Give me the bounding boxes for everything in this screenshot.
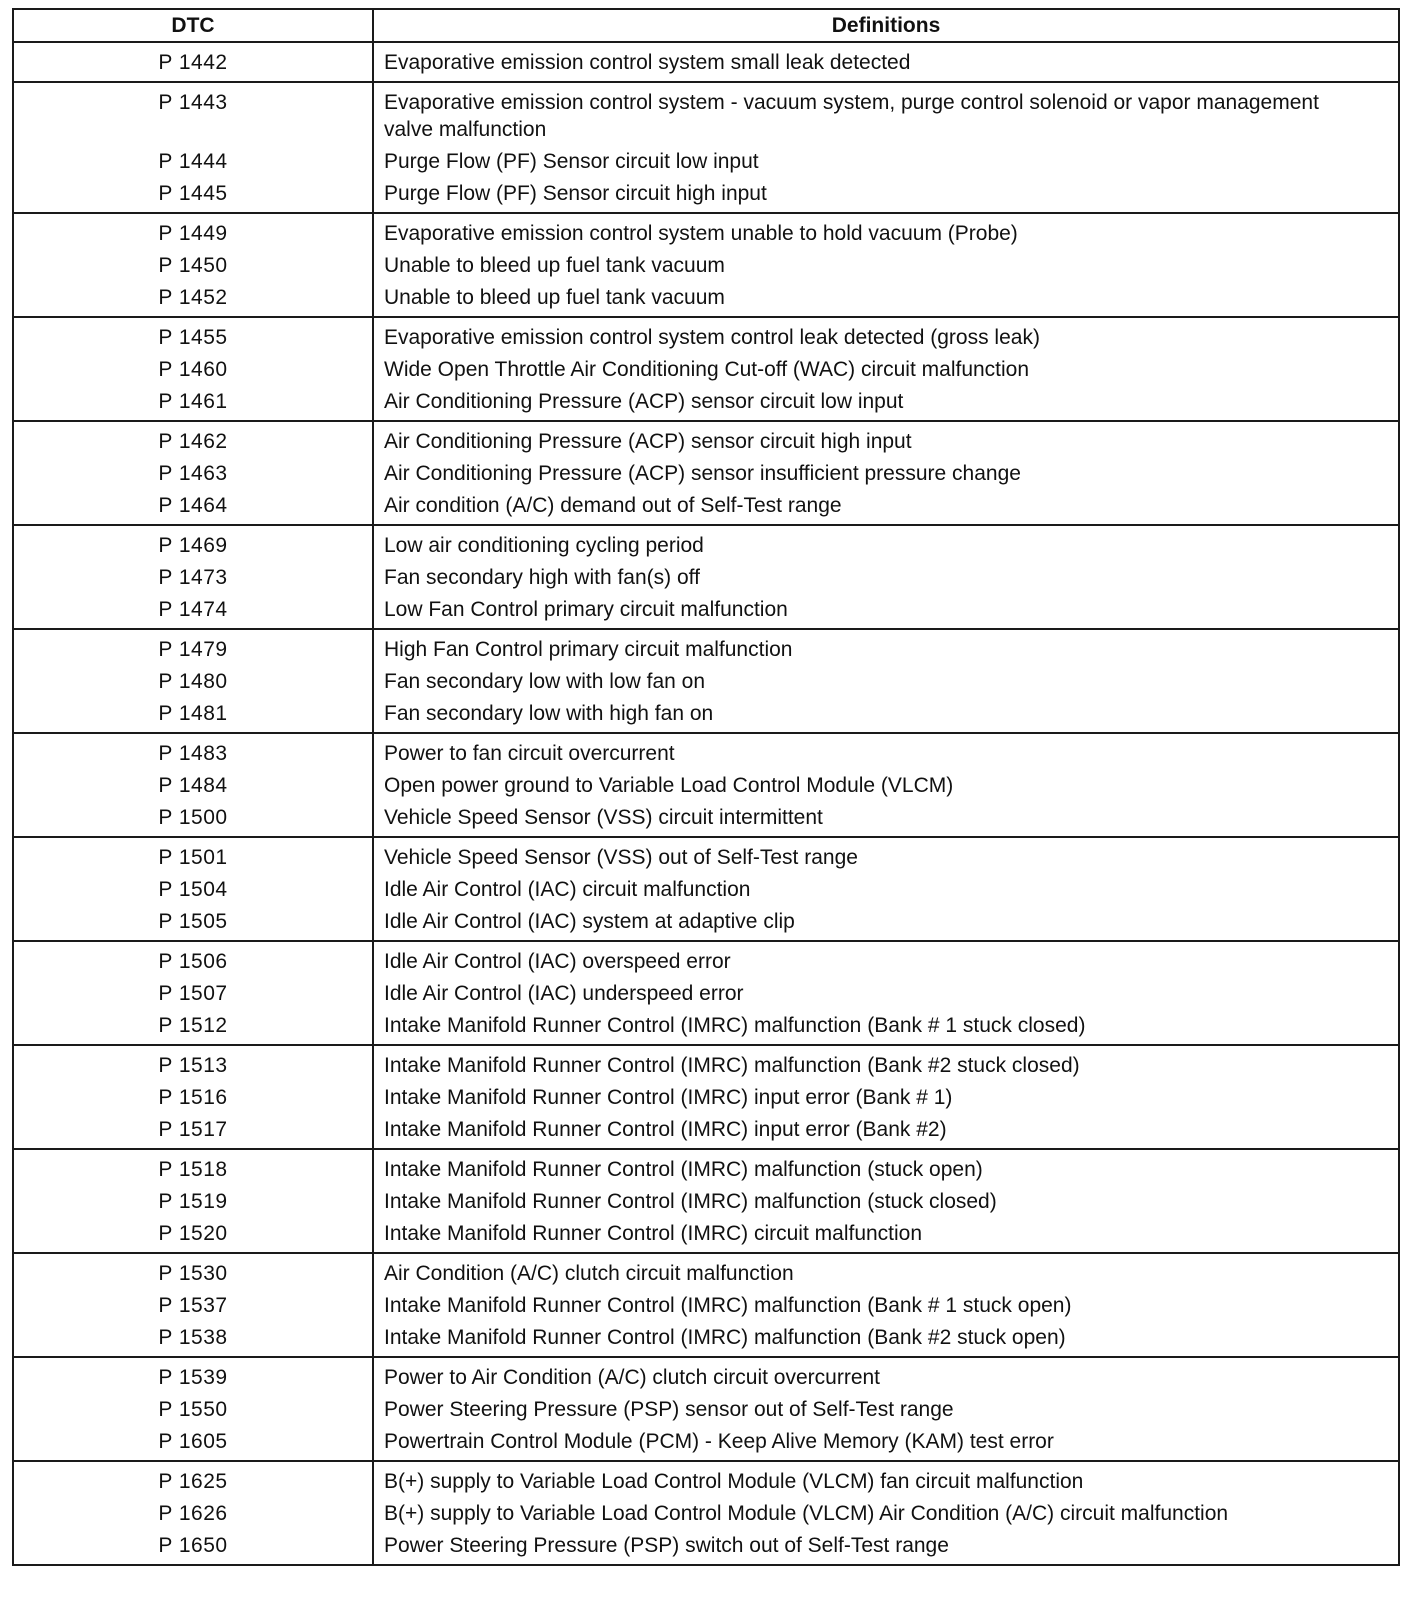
dtc-group [13, 629, 1399, 733]
table-row [13, 564, 1399, 596]
dtc-definition: Idle Air Control (IAC) underspeed error [373, 980, 1399, 1012]
dtc-definition: Evaporative emission control system - vacuum system, purge control solenoid or vapor management valve malfunction [373, 82, 1399, 148]
table-row [13, 1500, 1399, 1532]
dtc-code: P 1469 [13, 525, 373, 564]
table-row [13, 629, 1399, 668]
dtc-definition: Evaporative emission control system control leak detected (gross leak) [373, 317, 1399, 356]
dtc-group [13, 213, 1399, 317]
dtc-definition: Air condition (A/C) demand out of Self-Test range [373, 492, 1399, 525]
table-row [13, 460, 1399, 492]
dtc-definition: Unable to bleed up fuel tank vacuum [373, 284, 1399, 317]
dtc-code: P 1444 [13, 148, 373, 180]
dtc-code: P 1484 [13, 772, 373, 804]
dtc-definition: Intake Manifold Runner Control (IMRC) input error (Bank # 1) [373, 1084, 1399, 1116]
dtc-code: P 1550 [13, 1396, 373, 1428]
dtc-definition: Powertrain Control Module (PCM) - Keep Alive Memory (KAM) test error [373, 1428, 1399, 1461]
dtc-definition: Unable to bleed up fuel tank vacuum [373, 252, 1399, 284]
dtc-code: P 1500 [13, 804, 373, 837]
dtc-definition: Fan secondary high with fan(s) off [373, 564, 1399, 596]
dtc-definition: Wide Open Throttle Air Conditioning Cut-off (WAC) circuit malfunction [373, 356, 1399, 388]
dtc-group [13, 82, 1399, 213]
table-row [13, 700, 1399, 733]
table-row [13, 908, 1399, 941]
dtc-definition: Low air conditioning cycling period [373, 525, 1399, 564]
table-row [13, 492, 1399, 525]
dtc-definition: Evaporative emission control system unable to hold vacuum (Probe) [373, 213, 1399, 252]
dtc-group [13, 421, 1399, 525]
table-row [13, 1084, 1399, 1116]
dtc-group [13, 1357, 1399, 1461]
table-header [13, 9, 1399, 42]
dtc-code: P 1443 [13, 82, 373, 148]
dtc-code: P 1442 [13, 42, 373, 82]
dtc-group [13, 1045, 1399, 1149]
dtc-group [13, 1461, 1399, 1565]
dtc-code: P 1518 [13, 1149, 373, 1188]
dtc-definition: Intake Manifold Runner Control (IMRC) malfunction (Bank # 1 stuck closed) [373, 1012, 1399, 1045]
dtc-code: P 1464 [13, 492, 373, 525]
dtc-group [13, 837, 1399, 941]
dtc-group [13, 1253, 1399, 1357]
table-row [13, 668, 1399, 700]
dtc-code: P 1483 [13, 733, 373, 772]
dtc-definition: Intake Manifold Runner Control (IMRC) malfunction (Bank # 1 stuck open) [373, 1292, 1399, 1324]
table-row [13, 876, 1399, 908]
dtc-code: P 1507 [13, 980, 373, 1012]
dtc-definition: Intake Manifold Runner Control (IMRC) malfunction (stuck open) [373, 1149, 1399, 1188]
table-row [13, 980, 1399, 1012]
table-row [13, 1461, 1399, 1500]
dtc-definition: Air Conditioning Pressure (ACP) sensor circuit high input [373, 421, 1399, 460]
dtc-definitions-table [12, 8, 1400, 1566]
dtc-definition: Idle Air Control (IAC) overspeed error [373, 941, 1399, 980]
dtc-code: P 1605 [13, 1428, 373, 1461]
dtc-definition: Air Condition (A/C) clutch circuit malfunction [373, 1253, 1399, 1292]
table-row [13, 772, 1399, 804]
table-row [13, 1149, 1399, 1188]
dtc-code: P 1520 [13, 1220, 373, 1253]
dtc-code: P 1479 [13, 629, 373, 668]
table-row [13, 213, 1399, 252]
dtc-code: P 1463 [13, 460, 373, 492]
dtc-code: P 1445 [13, 180, 373, 213]
dtc-code: P 1462 [13, 421, 373, 460]
table-row [13, 42, 1399, 82]
dtc-definition: Power to fan circuit overcurrent [373, 733, 1399, 772]
dtc-definition: Idle Air Control (IAC) circuit malfunction [373, 876, 1399, 908]
dtc-code: P 1460 [13, 356, 373, 388]
table-row [13, 1116, 1399, 1149]
dtc-definition: Air Conditioning Pressure (ACP) sensor circuit low input [373, 388, 1399, 421]
table-row [13, 252, 1399, 284]
dtc-group [13, 941, 1399, 1045]
table-row [13, 1396, 1399, 1428]
dtc-code: P 1626 [13, 1500, 373, 1532]
table-row [13, 1012, 1399, 1045]
table-row [13, 1428, 1399, 1461]
table-row [13, 1324, 1399, 1357]
dtc-code: P 1538 [13, 1324, 373, 1357]
dtc-code: P 1512 [13, 1012, 373, 1045]
dtc-definition: Evaporative emission control system small leak detected [373, 42, 1399, 82]
dtc-code: P 1537 [13, 1292, 373, 1324]
dtc-code: P 1539 [13, 1357, 373, 1396]
table-row [13, 733, 1399, 772]
table-row [13, 1292, 1399, 1324]
table-row [13, 284, 1399, 317]
dtc-definition: Vehicle Speed Sensor (VSS) out of Self-Test range [373, 837, 1399, 876]
dtc-definition: Power to Air Condition (A/C) clutch circuit overcurrent [373, 1357, 1399, 1396]
dtc-definition: Intake Manifold Runner Control (IMRC) malfunction (stuck closed) [373, 1188, 1399, 1220]
table-row [13, 1532, 1399, 1565]
dtc-code: P 1461 [13, 388, 373, 421]
table-row [13, 421, 1399, 460]
table-row [13, 1188, 1399, 1220]
dtc-definition: Intake Manifold Runner Control (IMRC) malfunction (Bank #2 stuck open) [373, 1324, 1399, 1357]
dtc-group [13, 42, 1399, 82]
dtc-definition: B(+) supply to Variable Load Control Module (VLCM) fan circuit malfunction [373, 1461, 1399, 1500]
table-row [13, 837, 1399, 876]
dtc-code: P 1480 [13, 668, 373, 700]
header-row [13, 9, 1399, 42]
dtc-code: P 1504 [13, 876, 373, 908]
table-row [13, 148, 1399, 180]
dtc-code: P 1516 [13, 1084, 373, 1116]
dtc-code: P 1481 [13, 700, 373, 733]
dtc-definition: B(+) supply to Variable Load Control Module (VLCM) Air Condition (A/C) circuit malfunction [373, 1500, 1399, 1532]
dtc-code: P 1517 [13, 1116, 373, 1149]
dtc-definition: Purge Flow (PF) Sensor circuit high input [373, 180, 1399, 213]
dtc-definition: Fan secondary low with high fan on [373, 700, 1399, 733]
dtc-definition: Intake Manifold Runner Control (IMRC) malfunction (Bank #2 stuck closed) [373, 1045, 1399, 1084]
table-row [13, 1357, 1399, 1396]
dtc-code: P 1474 [13, 596, 373, 629]
dtc-definition: Idle Air Control (IAC) system at adaptive clip [373, 908, 1399, 941]
dtc-definition: Air Conditioning Pressure (ACP) sensor insufficient pressure change [373, 460, 1399, 492]
table-row [13, 596, 1399, 629]
table-row [13, 525, 1399, 564]
dtc-code: P 1455 [13, 317, 373, 356]
table-row [13, 317, 1399, 356]
table-row [13, 356, 1399, 388]
table-row [13, 1220, 1399, 1253]
table-row [13, 941, 1399, 980]
dtc-code: P 1650 [13, 1532, 373, 1565]
dtc-code: P 1519 [13, 1188, 373, 1220]
dtc-column-header: DTC [13, 9, 373, 42]
dtc-definition: Intake Manifold Runner Control (IMRC) circuit malfunction [373, 1220, 1399, 1253]
dtc-definition: Intake Manifold Runner Control (IMRC) input error (Bank #2) [373, 1116, 1399, 1149]
dtc-definition: Low Fan Control primary circuit malfunction [373, 596, 1399, 629]
dtc-definition: Open power ground to Variable Load Control Module (VLCM) [373, 772, 1399, 804]
dtc-definition: Power Steering Pressure (PSP) sensor out of Self-Test range [373, 1396, 1399, 1428]
dtc-code: P 1450 [13, 252, 373, 284]
table-row [13, 180, 1399, 213]
table-row [13, 1045, 1399, 1084]
dtc-code: P 1449 [13, 213, 373, 252]
table-row [13, 388, 1399, 421]
definitions-column-header: Definitions [373, 9, 1399, 42]
dtc-code: P 1452 [13, 284, 373, 317]
dtc-group [13, 525, 1399, 629]
dtc-code: P 1530 [13, 1253, 373, 1292]
dtc-definition: Fan secondary low with low fan on [373, 668, 1399, 700]
dtc-code: P 1501 [13, 837, 373, 876]
dtc-code: P 1473 [13, 564, 373, 596]
dtc-definition: Purge Flow (PF) Sensor circuit low input [373, 148, 1399, 180]
dtc-group [13, 1149, 1399, 1253]
table-row [13, 1253, 1399, 1292]
table-row [13, 82, 1399, 148]
table-row [13, 804, 1399, 837]
dtc-group [13, 317, 1399, 421]
dtc-definition: Power Steering Pressure (PSP) switch out of Self-Test range [373, 1532, 1399, 1565]
dtc-code: P 1506 [13, 941, 373, 980]
dtc-definition: High Fan Control primary circuit malfunction [373, 629, 1399, 668]
dtc-group [13, 733, 1399, 837]
dtc-code: P 1513 [13, 1045, 373, 1084]
dtc-definition: Vehicle Speed Sensor (VSS) circuit intermittent [373, 804, 1399, 837]
dtc-code: P 1505 [13, 908, 373, 941]
dtc-code: P 1625 [13, 1461, 373, 1500]
